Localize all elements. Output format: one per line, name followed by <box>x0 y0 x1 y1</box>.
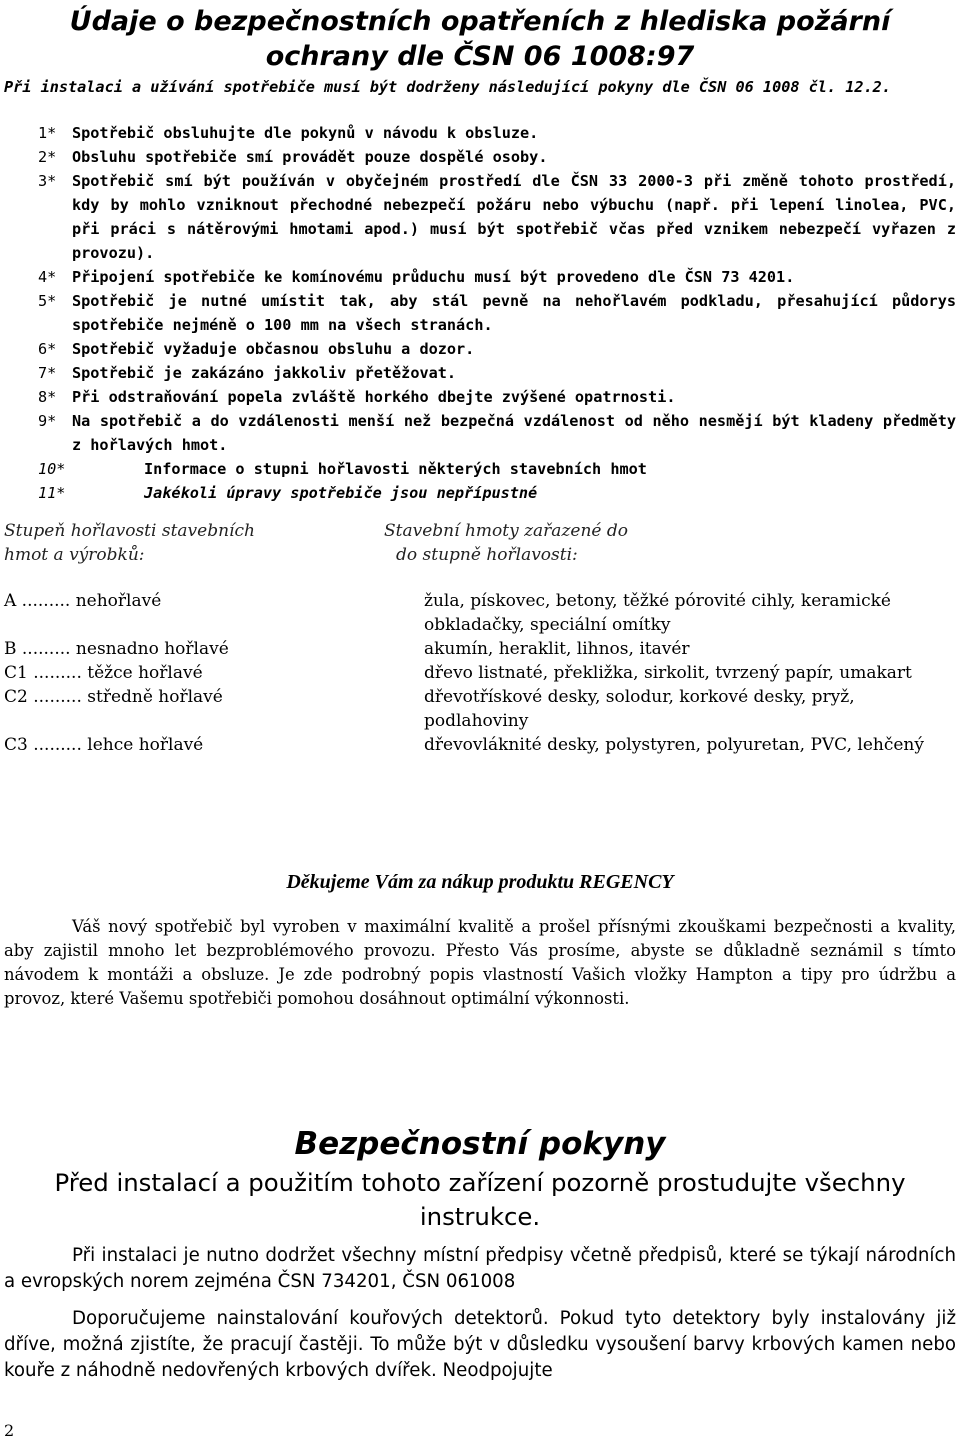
materials-header-line-2: do stupně hořlavosti: <box>396 545 578 565</box>
safety-paragraph-regulations: Při instalaci je nutno dodržet všechny místní předpisy včetně předpisů, které se týkají národních a evropských norem zejména ČSN 734201, ČSN 061008 <box>4 1245 956 1292</box>
grade-label: C2 ......... středně hořlavé <box>4 687 223 707</box>
safety-instructions-subtitle: Před instalací a použitím tohoto zařízení pozorně prostudujte všechny instrukce. <box>54 1168 906 1231</box>
grade-materials: akumín, heraklit, lihnos, itavér <box>424 639 690 659</box>
rule-number: 11* <box>38 484 66 502</box>
rule-text: Připojení spotřebiče ke komínovému průduchu musí být provedeno dle ČSN 73 4201. <box>72 268 795 286</box>
rule-text: Spotřebič obsluhujte dle pokynů v návodu k obsluze. <box>72 124 539 142</box>
grade-row <box>0 685 960 733</box>
rule-item <box>0 265 960 289</box>
rule-item <box>0 121 960 145</box>
rule-item <box>0 457 960 481</box>
rule-text: Při odstraňování popela zvláště horkého dbejte zvýšené opatrnosti. <box>72 388 676 406</box>
safety-paragraph-smoke-detectors: Doporučujeme nainstalování kouřových detektorů. Pokud tyto detektory byly instalovány již dříve, možná zjistíte, že pracují častěji. To může být v důsledku vysoušení barvy krbových kamen nebo kouře z náhodně nedovřených krbových dvířek. Neodpojujte <box>4 1308 956 1381</box>
rule-item <box>0 361 960 385</box>
document-title-line-1: Údaje o bezpečnostních opatřeních z hlediska požární <box>69 6 891 37</box>
rule-number: 10* <box>38 460 66 478</box>
rule-text: Spotřebič smí být používán v obyčejném prostředí dle ČSN 33 2000-3 při změně tohoto prostředí, kdy by mohlo vzniknout přechodné nebezpečí požáru nebo výbuchu (např. při lepení linolea, PVC, při práci s nátěrovými hmotami apod.) musí být spotřebič včas před vznikem nebezpečí vyřazen z provozu). <box>72 172 956 262</box>
grade-row <box>0 733 960 757</box>
safety-instructions-title: Bezpečnostní pokyny <box>294 1126 666 1162</box>
grade-row <box>0 589 960 637</box>
thanks-paragraph: Váš nový spotřebič byl vyroben v maximální kvalitě a prošel přísnými zkouškami bezpečnosti a kvality, aby zajistil mnoho let bezproblémového provozu. Přesto Vás prosíme, abyste se důkladně seznámil s tímto návodem k montáži a obsluze. Je zde podrobný popis vlastností Vašich vložky Hampton a tipy pro údržbu a provoz, které Vašemu spotřebiči pomohou dosáhnout optimální výkonnosti. <box>4 917 956 1008</box>
document-title <box>0 4 960 74</box>
materials-header <box>384 519 704 567</box>
rule-number: 4* <box>38 268 57 286</box>
fire-safety-rules-list <box>0 121 960 505</box>
rule-item <box>0 409 960 457</box>
rule-number: 3* <box>38 172 57 190</box>
grade-materials: žula, pískovec, betony, těžké pórovité cihly, keramické obkladačky, speciální omítky <box>424 591 891 635</box>
grade-label: A ......... nehořlavé <box>4 591 162 611</box>
grade-label: B ......... nesnadno hořlavé <box>4 639 229 659</box>
thanks-heading: Děkujeme Vám za nákup produktu REGENCY <box>286 871 674 893</box>
page-number: 2 <box>4 1421 15 1440</box>
rule-item <box>0 169 960 265</box>
rule-item <box>0 337 960 361</box>
flammability-grade-header-line-1: Stupeň hořlavosti stavebních <box>4 521 255 541</box>
rule-number: 8* <box>38 388 57 406</box>
grade-materials: dřevo listnaté, překližka, sirkolit, tvrzený papír, umakart <box>424 663 912 683</box>
flammability-grade-header-line-2: hmot a výrobků: <box>4 545 145 565</box>
rule-item <box>0 145 960 169</box>
flammability-grades-list <box>0 589 960 757</box>
rule-item <box>0 385 960 409</box>
flammability-grade-header <box>4 519 304 567</box>
rule-item <box>0 289 960 337</box>
rule-text: Spotřebič je nutné umístit tak, aby stál pevně na nehořlavém podkladu, přesahující půdorys spotřebiče nejméně o 100 mm na všech stranách. <box>72 292 956 334</box>
rule-number: 6* <box>38 340 57 358</box>
rule-text: Spotřebič vyžaduje občasnou obsluhu a dozor. <box>72 340 475 358</box>
rule-text: Spotřebič je zakázáno jakkoliv přetěžovat. <box>72 364 457 382</box>
grade-materials: dřevovláknité desky, polystyren, polyuretan, PVC, lehčený <box>424 735 924 755</box>
grade-label: C3 ......... lehce hořlavé <box>4 735 204 755</box>
rule-number: 1* <box>38 124 57 142</box>
rule-item <box>0 481 960 505</box>
rule-text: Jakékoli úpravy spotřebiče jsou nepřípustné <box>144 484 538 502</box>
rule-number: 5* <box>38 292 57 310</box>
grade-row <box>0 637 960 661</box>
rule-text: Informace o stupni hořlavosti některých stavebních hmot <box>144 460 647 478</box>
rule-number: 7* <box>38 364 57 382</box>
rule-number: 2* <box>38 148 57 166</box>
document-title-line-2: ochrany dle ČSN 06 1008:97 <box>265 41 695 72</box>
rule-text: Obsluhu spotřebiče smí provádět pouze dospělé osoby. <box>72 148 548 166</box>
grade-materials: dřevotřískové desky, solodur, korkové desky, pryž, podlahoviny <box>424 687 855 731</box>
rule-text: Na spotřebič a do vzdálenosti menší než bezpečná vzdálenost od něho nesmějí být kladeny předměty z hořlavých hmot. <box>72 412 956 454</box>
grade-label: C1 ......... těžce hořlavé <box>4 663 203 683</box>
rule-number: 9* <box>38 412 57 430</box>
grade-row <box>0 661 960 685</box>
materials-header-line-1: Stavební hmoty zařazené do <box>384 521 628 541</box>
intro-paragraph: Při instalaci a užívání spotřebiče musí být dodrženy následující pokyny dle ČSN 06 1008 čl. 12.2. <box>4 78 891 96</box>
